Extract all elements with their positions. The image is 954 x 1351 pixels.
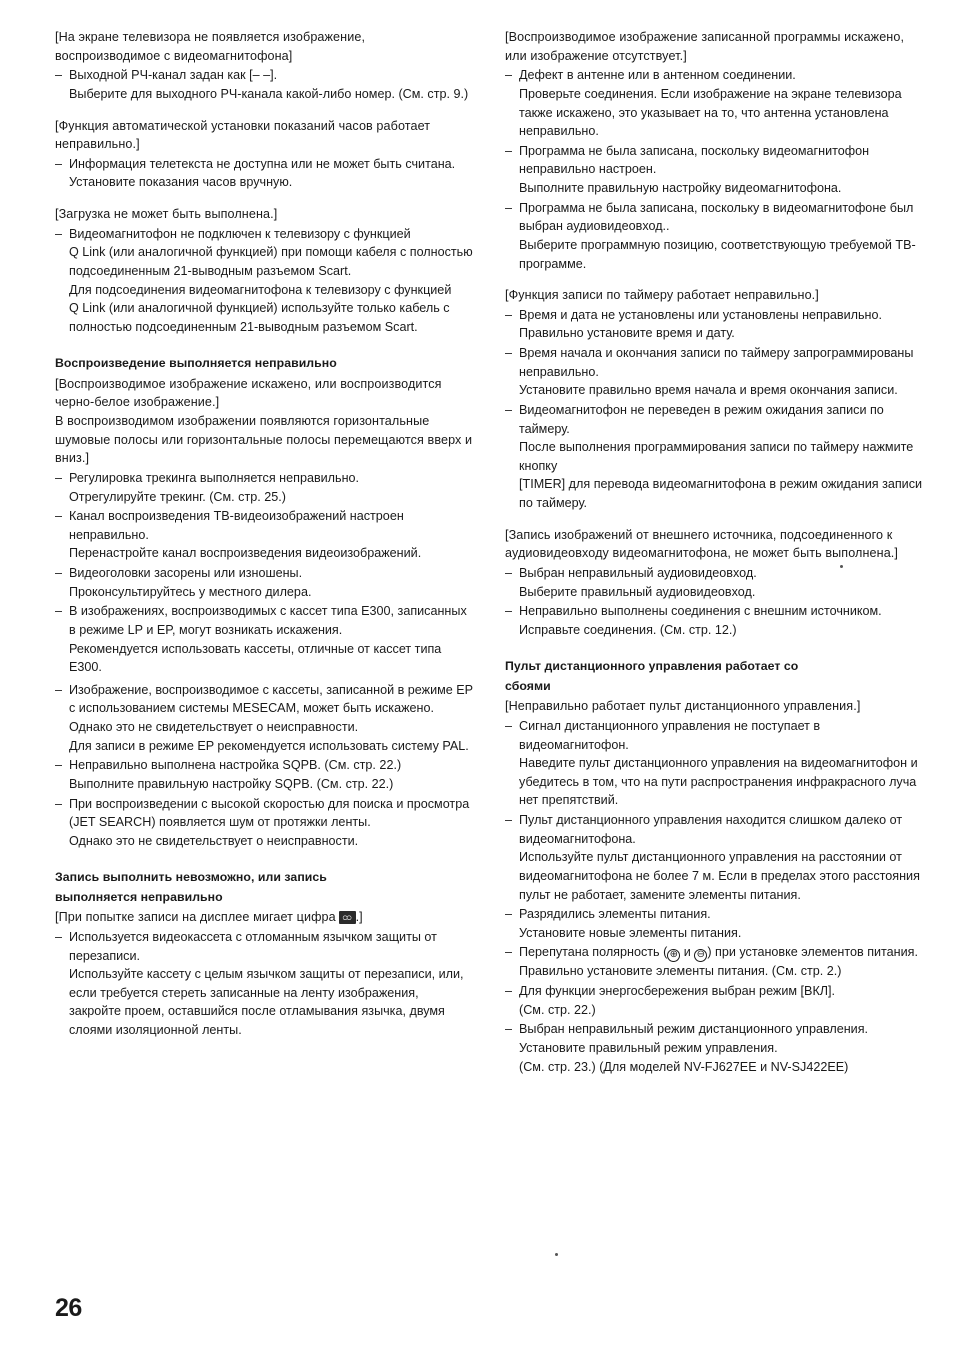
dash-marker: –	[505, 200, 513, 215]
list-item	[55, 795, 473, 851]
list-item	[55, 928, 473, 1040]
dash-marker: –	[505, 718, 513, 733]
dash-marker: –	[505, 945, 513, 960]
troubleshooting-block	[55, 205, 473, 336]
item-lead-post: ) при установке элементов питания.	[707, 945, 918, 960]
item-sub: Рекомендуется использовать кассеты, отличные от кассет типа E300.	[69, 641, 442, 675]
item-lead: Программа не была записана, поскольку в видеомагнитофоне был выбран аудиовидеовход..	[519, 200, 914, 234]
block-intro: [Воспроизводимое изображение записанной программы искажено, или изображение отсутствует.]	[505, 30, 905, 63]
item-lead: Время и дата не установлены или установлены неправильно.	[519, 307, 882, 322]
page-columns	[55, 28, 923, 1089]
item-sub-3: Q Link (или аналогичной функцией) используйте только кабель с полностью подсоединенным 21-выводным разъемом Scart.	[69, 301, 450, 334]
block-intro	[55, 908, 473, 927]
dash-marker: –	[55, 470, 63, 485]
block-intro: [Запись изображений от внешнего источника, подсоединенного к аудиовидеовходу видеомагнитофона, не может быть выполнена.]	[505, 527, 899, 561]
list-item	[55, 469, 473, 506]
item-lead: Неправильно выполнены соединения с внешним источником. Исправьте соединения. (См. стр. 12.)	[519, 604, 882, 637]
item-sub: Выберите программную позицию, соответствующую требуемой ТВ-программе.	[519, 237, 916, 271]
list-item	[505, 717, 929, 810]
item-lead: В изображениях, воспроизводимых с кассет типа E300, записанных в режиме LP и EP, могут возникать искажения.	[69, 604, 467, 637]
minus-polarity-icon: ⊖	[694, 949, 707, 962]
item-lead: При воспроизведении с высокой скоростью для поиска и просмотра (JET SEARCH) появляется шум от протяжки ленты.	[69, 796, 470, 830]
list-item	[55, 756, 473, 793]
list-item	[505, 1020, 929, 1076]
list-item	[55, 225, 473, 337]
troubleshooting-block	[55, 28, 473, 104]
item-sub: Проконсультируйтесь у местного дилера.	[69, 584, 312, 599]
section-heading: Пульт дистанционного управления работает со	[505, 659, 799, 674]
item-lead: Выходной РЧ-канал задан как [– –].	[69, 68, 278, 83]
list-item	[505, 811, 929, 904]
section-heading: Воспроизведение выполняется неправильно	[55, 356, 337, 371]
blinking-digit-icon: ထ	[339, 911, 355, 924]
item-sub: После выполнения программирования записи по таймеру нажмите кнопку	[519, 440, 914, 473]
scan-artifact-dot	[840, 565, 843, 568]
item-lead: Сигнал дистанционного управления не поступает в видеомагнитофон.	[519, 718, 821, 752]
troubleshooting-block	[55, 117, 473, 193]
dash-marker: –	[55, 68, 63, 83]
left-column	[55, 28, 473, 1053]
item-sub: Однако это не свидетельствует о неисправности.	[69, 720, 359, 735]
list-item	[505, 199, 929, 274]
item-lead: Канал воспроизведения ТВ-видеоизображений настроен неправильно.	[69, 509, 404, 542]
item-sub-2: Для записи в режиме EP рекомендуется использовать систему PAL.	[69, 738, 469, 753]
item-lead: Информация телетекста не доступна или не может быть считана.	[69, 156, 456, 171]
item-lead: Используется видеокассета с отломанным язычком защиты от перезаписи.	[69, 929, 437, 963]
right-column	[505, 28, 929, 1089]
list-item	[55, 66, 473, 103]
list-item	[505, 401, 929, 513]
item-sub: Установите правильно время начала и время окончания записи.	[519, 383, 898, 398]
item-sub-2: (См. стр. 23.) (Для моделей NV-FJ627EE и NV-SJ422EE)	[519, 1059, 849, 1074]
item-sub: Однако это не свидетельствует о неисправности.	[69, 833, 359, 848]
list-item	[55, 507, 473, 563]
dash-marker: –	[505, 307, 513, 322]
intro-text-pre: [При попытке записи на дисплее мигает цифра	[55, 910, 340, 925]
list-item	[55, 564, 473, 601]
list-item	[505, 564, 929, 601]
item-sub: Установите новые элементы питания.	[519, 925, 742, 940]
list-item	[505, 982, 929, 1019]
item-lead: Видеомагнитофон не подключен к телевизору с функцией	[69, 226, 411, 241]
item-lead: Выбран неправильный режим дистанционного управления.	[519, 1022, 869, 1037]
item-sub: Отрегулируйте трекинг. (См. стр. 25.)	[69, 489, 286, 504]
dash-marker: –	[55, 682, 63, 697]
recording-section	[55, 869, 473, 1039]
item-sub: Используйте кассету с целым язычком защиты от перезаписи, или, если требуется стереть записанные на ленту изображения, закройте проем, оставшийся после отламывания язычка, двумя слоями изоляционной ленты.	[69, 967, 464, 1038]
block-intro: [Воспроизводимое изображение искажено, или воспроизводится черно-белое изображение.]	[55, 376, 442, 410]
block-intro: [На экране телевизора не появляется изображение, воспроизводимое с видеомагнитофона]	[55, 30, 366, 63]
item-lead: Пульт дистанционного управления находится слишком далеко от видеомагнитофона.	[519, 813, 903, 846]
section-heading: Запись выполнить невозможно, или запись	[55, 870, 327, 885]
item-lead: Для функции энергосбережения выбран режим [ВКЛ].	[519, 984, 836, 999]
dash-marker: –	[55, 226, 63, 241]
item-lead: Видеоголовки засорены или изношены.	[69, 566, 303, 581]
item-sub: Q Link (или аналогичной функцией) при помощи кабеля с полностью подсоединенным 21-выводным разъемом Scart.	[69, 245, 473, 278]
list-item	[55, 602, 473, 677]
dash-marker: –	[505, 68, 513, 83]
item-lead: Дефект в антенне или в антенном соединении.	[519, 68, 796, 83]
block-intro: [Загрузка не может быть выполнена.]	[55, 207, 278, 221]
dash-marker: –	[55, 796, 63, 811]
item-sub: Перенастройте канал воспроизведения видеоизображений.	[69, 546, 422, 561]
block-intro: [Функция автоматической установки показаний часов работает неправильно.]	[55, 118, 431, 152]
scan-artifact-dot-2	[555, 1253, 558, 1256]
page-number: 26	[55, 1294, 82, 1322]
item-sub-2: Для подсоединения видеомагнитофона к телевизору с функцией	[69, 282, 452, 297]
item-sub: Правильно установите время и дату.	[519, 326, 735, 341]
list-item	[505, 306, 929, 343]
dash-marker: –	[505, 565, 513, 580]
dash-marker: –	[505, 346, 513, 360]
item-sub: (См. стр. 22.)	[519, 1002, 596, 1017]
dash-marker: –	[505, 402, 513, 417]
item-sub: Установите показания часов вручную.	[69, 175, 293, 190]
list-item	[505, 943, 929, 981]
troubleshooting-block	[505, 28, 929, 273]
dash-marker: –	[505, 604, 513, 619]
item-sub: Выберите правильный аудиовидеовход.	[519, 584, 756, 599]
dash-marker: –	[505, 143, 513, 158]
troubleshooting-block	[505, 526, 929, 640]
dash-marker: –	[55, 758, 63, 773]
list-item	[505, 66, 929, 141]
list-item	[55, 155, 473, 192]
item-lead-mid: и	[680, 945, 695, 960]
item-sub: Проверьте соединения. Если изображение на экране телевизора также искажено, это указывает на то, что антенна установлена неправильно.	[519, 86, 902, 139]
item-lead: Изображение, воспроизводимое с кассеты, записанной в режиме EP с использованием системы MESECAM, может быть искажено.	[69, 682, 473, 716]
item-lead: Программа не была записана, поскольку видеомагнитофон неправильно настроен.	[519, 143, 870, 177]
playback-section	[55, 355, 473, 850]
troubleshooting-block	[505, 286, 929, 513]
item-lead: Неправильно выполнена настройка SQPB. (См. стр. 22.)	[69, 758, 402, 773]
list-item	[505, 142, 929, 198]
item-lead-pre: Перепутана полярность (	[519, 945, 668, 960]
list-item	[505, 344, 929, 400]
dash-marker: –	[55, 509, 63, 524]
item-sub: Установите правильный режим управления.	[519, 1040, 778, 1055]
section-heading-line2: сбоями	[505, 678, 551, 693]
item-sub: Выполните правильную настройку SQPB. (См. стр. 22.)	[69, 776, 394, 791]
item-lead: Регулировка трекинга выполняется неправильно.	[69, 470, 360, 485]
list-item	[505, 905, 929, 942]
item-lead: Выбран неправильный аудиовидеовход.	[519, 565, 757, 580]
dash-marker: –	[505, 813, 513, 828]
plus-polarity-icon: ⊕	[667, 949, 680, 962]
item-lead: Разрядились элементы питания.	[519, 907, 711, 922]
item-lead: Время начала и окончания записи по таймеру запрограммированы неправильно.	[519, 346, 914, 379]
dash-marker: –	[505, 984, 513, 999]
block-intro: [Функция записи по таймеру работает неправильно.]	[505, 288, 819, 303]
dash-marker: –	[505, 1022, 513, 1037]
remote-control-section	[505, 658, 929, 1076]
dash-marker: –	[55, 604, 63, 619]
intro-text-post: .]	[355, 910, 363, 925]
section-heading-line2: выполняется неправильно	[55, 889, 223, 904]
block-intro: [Неправильно работает пульт дистанционного управления.]	[505, 699, 861, 714]
item-sub: Наведите пульт дистанционного управления на видеомагнитофон и убедитесь в том, что на пути распространения инфракрасного луча нет препятствий.	[519, 756, 918, 808]
list-item	[55, 681, 473, 756]
item-sub: Выберите для выходного РЧ-канала какой-либо номер. (См. стр. 9.)	[69, 86, 469, 101]
block-intro-2: В воспроизводимом изображении появляются горизонтальные шумовые полосы или горизонтальные полосы перемещаются вверх и вниз.]	[55, 414, 473, 466]
dash-marker: –	[505, 907, 513, 922]
item-lead: Видеомагнитофон не переведен в режим ожидания записи по таймеру.	[519, 402, 884, 436]
item-sub-2: [TIMER] для перевода видеомагнитофона в режим ожидания записи по таймеру.	[519, 477, 923, 510]
dash-marker: –	[55, 929, 63, 944]
list-item	[505, 602, 929, 639]
dash-marker: –	[55, 156, 63, 171]
item-sub: Используйте пульт дистанционного управления на расстоянии от видеомагнитофона не более 7 м. Если в пределах этого расстояния пульт не работает, замените элементы питания.	[519, 850, 920, 902]
dash-marker: –	[55, 566, 63, 581]
item-sub: Правильно установите элементы питания. (См. стр. 2.)	[519, 964, 842, 979]
item-sub: Выполните правильную настройку видеомагнитофона.	[519, 181, 842, 195]
